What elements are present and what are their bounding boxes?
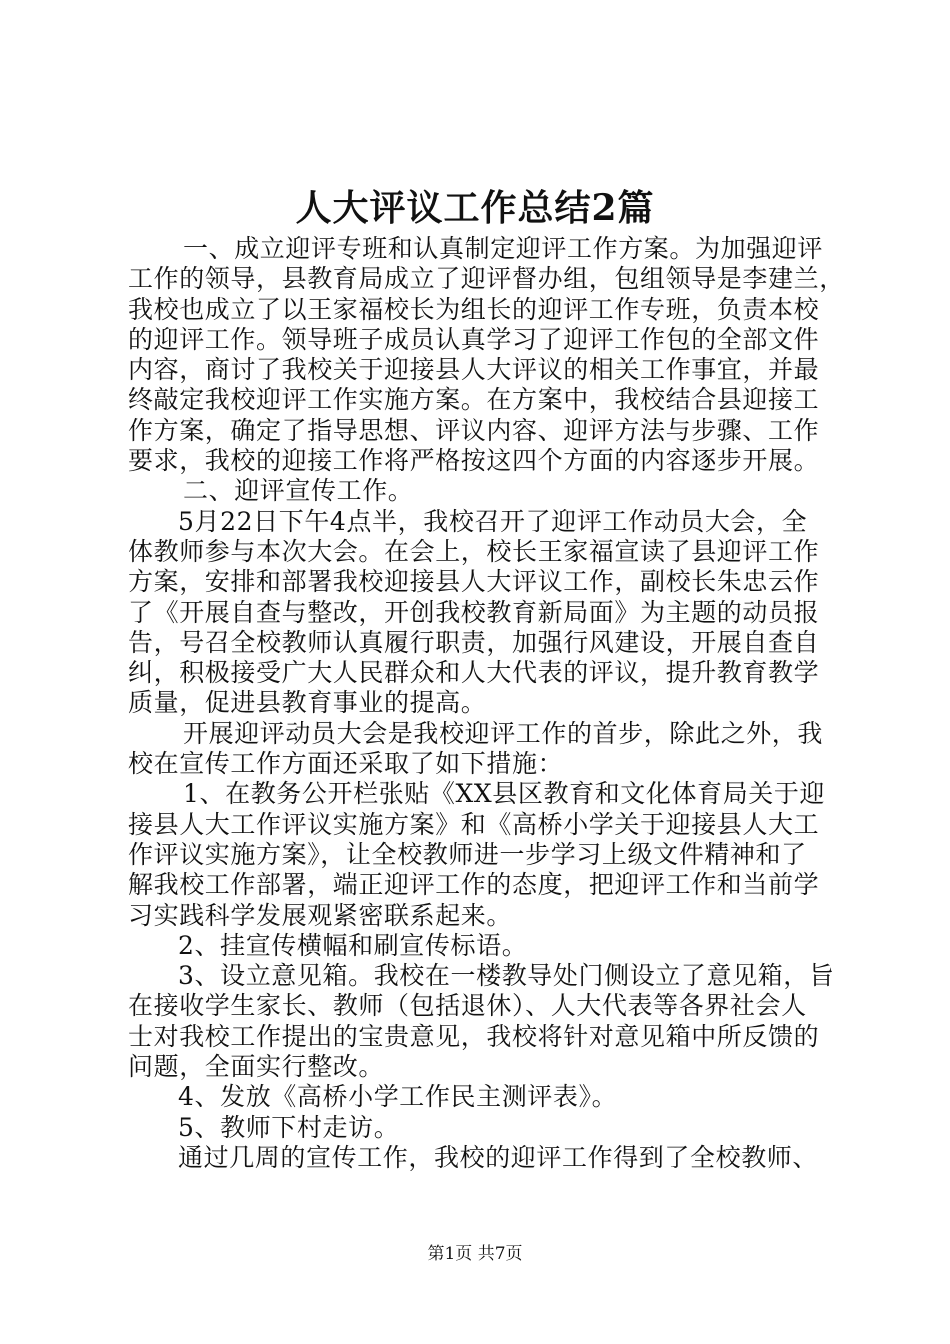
measure-1-line-1: 1、在教务公开栏张贴《XX县区教育和文化体育局关于迎 xyxy=(183,779,826,809)
paragraph-1-line-2: 工作的领导，县教育局成立了迎评督办组，包组领导是李建兰， xyxy=(128,264,845,294)
paragraph-3-line-2: 校在宣传工作方面还采取了如下措施： xyxy=(128,749,564,779)
paragraph-2-line-3: 方案，安排和部署我校迎接县人大评议工作，副校长朱忠云作 xyxy=(128,567,820,597)
paragraph-2-line-4: 了《开展自查与整改，开创我校教育新局面》为主题的动员报 xyxy=(128,597,820,627)
paragraph-1-line-8: 要求，我校的迎接工作将严格按这四个方面的内容逐步开展。 xyxy=(128,446,820,476)
measure-1-line-5: 习实践科学发展观紧密联系起来。 xyxy=(128,900,513,930)
measure-4: 4、发放《高桥小学工作民主测评表》。 xyxy=(178,1082,618,1112)
measure-2: 2、挂宣传横幅和刷宣传标语。 xyxy=(178,930,528,960)
paragraph-3-line-1: 开展迎评动员大会是我校迎评工作的首步，除此之外，我 xyxy=(183,718,824,748)
paragraph-4-line-1: 通过几周的宣传工作，我校的迎评工作得到了全校教师、 xyxy=(178,1142,819,1172)
measure-3-line-4: 问题，全面实行整改。 xyxy=(128,1052,385,1082)
paragraph-2-line-2: 体教师参与本次大会。在会上，校长王家福宣读了县迎评工作 xyxy=(128,536,820,566)
paragraph-1-line-4: 的迎评工作。领导班子成员认真学习了迎评工作包的全部文件 xyxy=(128,324,820,354)
paragraph-1-line-7: 作方案，确定了指导思想、评议内容、迎评方法与步骤、工作 xyxy=(128,415,820,445)
measure-1-line-4: 解我校工作部署，端正迎评工作的态度，把迎评工作和当前学 xyxy=(128,870,820,900)
paragraph-1-line-5: 内容，商讨了我校关于迎接县人大评议的相关工作事宜，并最 xyxy=(128,355,820,385)
measure-3-line-1: 3、设立意见箱。我校在一楼教导处门侧设立了意见箱，旨 xyxy=(178,961,835,991)
paragraph-2-line-1: 5月22日下午4点半，我校召开了迎评工作动员大会，全 xyxy=(178,506,808,536)
section-heading-publicity: 二、迎评宣传工作。 xyxy=(183,476,414,506)
paragraph-1-line-6: 终敲定我校迎评工作实施方案。在方案中，我校结合县迎接工 xyxy=(128,385,820,415)
measure-1-line-2: 接县人大工作评议实施方案》和《高桥小学关于迎接县人大工 xyxy=(128,809,820,839)
page-number-footer: 第1页 共7页 xyxy=(427,1244,523,1264)
measure-1-line-3: 作评议实施方案》，让全校教师进一步学习上级文件精神和了 xyxy=(128,839,807,869)
measure-5: 5、教师下村走访。 xyxy=(178,1112,400,1142)
document-body xyxy=(128,234,845,1173)
document-title: 人大评议工作总结2篇 xyxy=(295,187,655,229)
measure-3-line-3: 士对我校工作提出的宝贵意见，我校将针对意见箱中所反馈的 xyxy=(128,1021,820,1051)
paragraph-2-line-7: 质量，促进县教育事业的提高。 xyxy=(128,688,487,718)
paragraph-1-line-3: 我校也成立了以王家福校长为组长的迎评工作专班，负责本校 xyxy=(128,294,820,324)
paragraph-1-line-1: 一、成立迎评专班和认真制定迎评工作方案。为加强迎评 xyxy=(183,234,824,263)
measure-3-line-2: 在接收学生家长、教师（包括退休）、人大代表等各界社会人 xyxy=(128,991,807,1021)
paragraph-2-line-5: 告，号召全校教师认真履行职责，加强行风建设，开展自查自 xyxy=(128,627,820,657)
paragraph-2-line-6: 纠，积极接受广大人民群众和人大代表的评议，提升教育教学 xyxy=(128,658,820,688)
